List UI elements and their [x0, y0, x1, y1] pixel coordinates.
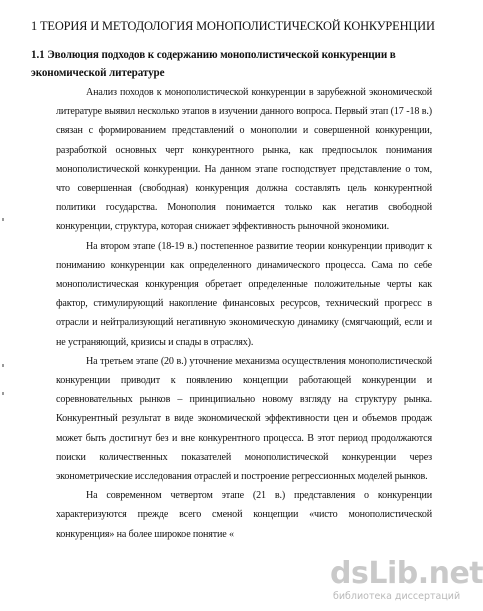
chapter-title: 1 ТЕОРИЯ И МЕТОДОЛОГИЯ МОНОПОЛИСТИЧЕСКОЙ КОНКУРЕНЦИИ — [31, 19, 435, 33]
scan-margin-mark — [2, 364, 4, 367]
body-text — [56, 83, 432, 544]
paragraph-3: На третьем этапе (20 в.) уточнение механизма осуществления монополистической конкуренции приводит к появлению концепции работающей конкуренции и соревновательных рынков – принципиально новому взгляду на структуру рынка. Конкурентный результат в виде экономической эффективности цен и объемов продаж может быть достигнут без и вне конкурентного процесса. В этот период продолжаются поиски количественных показателей монополистической конкуренции через эконометрические исследования отраслей и построение регрессионных моделей рынков. — [56, 355, 432, 483]
paragraph-4: На современном четвертом этапе (21 в.) представления о конкуренции характеризуются прежде всего сменой концепции «чисто монополистической конкуренция» на более широкое понятие « — [56, 490, 432, 540]
scan-margin-mark — [2, 218, 4, 221]
scan-margin-mark — [2, 392, 4, 395]
watermark-subtitle: библиотека диссертаций — [333, 591, 461, 602]
paragraph-2: На втором этапе (18-19 в.) постепенное развитие теории конкуренции приводит к пониманию конкуренции как определенного динамического процесса. Сама по себе монополистическая конкуренция обретает определенные положительные черты как фактор, стимулирующий накопление финансовых ресурсов, технический прогресс в отрасли и нейтрализующий негативную экономическую динамику (смягчающий, если и не устраняющий, кризисы и спады в отраслях). — [56, 240, 432, 348]
paragraph-1: Анализ походов к монополистической конкуренции в зарубежной экономической литературе выявил несколько этапов в изучении данного вопроса. Первый этап (17 -18 в.) связан с формированием представлений о монополии и совершенной конкуренции, разработкой основных черт конкурентного рынка, как предпосылок понимания монополистической конкуренции. На данном этапе господствует представление о том, что совершенная (свободная) конкуренция должна составлять цель конкурентной политики государства. Монополия понимается только как негатив свободной конкуренции, структура, которая снижает эффективность рыночной экономики. — [56, 87, 432, 233]
dslib-watermark — [330, 556, 483, 608]
section-title: 1.1 Эволюция подходов к содержанию монополистической конкуренции в экономической литературе — [31, 49, 396, 79]
watermark-logo: dsLib.net — [330, 556, 483, 591]
